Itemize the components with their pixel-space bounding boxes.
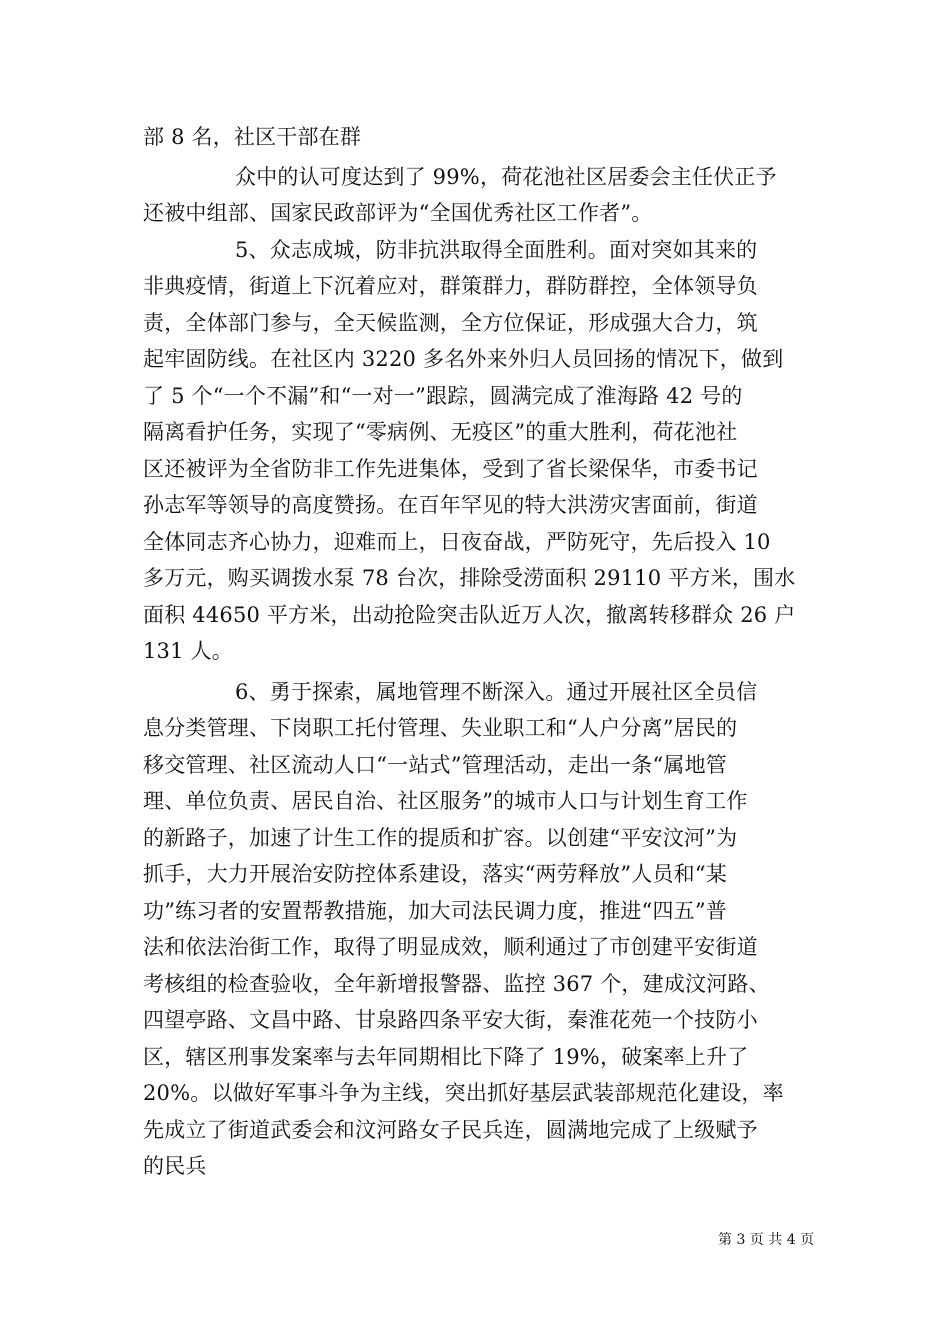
paragraph-6-start: 6、勇于探索，属地管理不断深入。通过开展社区全员信 bbox=[235, 680, 758, 704]
text-line: 起牢固防线。在社区内 3220 多名外来外归人员回扬的情况下，做到 bbox=[143, 347, 784, 371]
text-line: 的新路子，加速了计生工作的提质和扩容。以创建“平安汶河”为 bbox=[143, 826, 738, 850]
text-line: 多万元，购买调拨水泵 78 台次，排除受涝面积 29110 平方米，围水 bbox=[143, 566, 796, 590]
text-line: 移交管理、社区流动人口“一站式”管理活动，走出一条“属地管 bbox=[143, 753, 728, 777]
paragraph-5-start: 5、众志成城，防非抗洪取得全面胜利。面对突如其来的 bbox=[235, 238, 758, 262]
text-line: 非典疫情，街道上下沉着应对，群策群力，群防群控，全体领导负 bbox=[143, 274, 758, 298]
text-line: 了 5 个“一个不漏”和“一对一”跟踪，圆满完成了淮海路 42 号的 bbox=[143, 384, 743, 408]
text-line: 理、单位负责、居民自治、社区服务”的城市人口与计划生育工作 bbox=[143, 789, 748, 813]
text-line: 责，全体部门参与，全天候监测，全方位保证，形成强大合力，筑 bbox=[143, 311, 758, 335]
page-number-footer: 第 3 页 共 4 页 bbox=[718, 1232, 815, 1248]
text-line: 131 人。 bbox=[143, 639, 233, 663]
text-line: 区还被评为全省防非工作先进集体，受到了省长梁保华，市委书记 bbox=[143, 457, 758, 481]
text-line: 众中的认可度达到了 99%，荷花池社区居委会主任伏正予 bbox=[235, 165, 777, 189]
text-line: 区，辖区刑事发案率与去年同期相比下降了 19%，破案率上升了 bbox=[143, 1045, 749, 1069]
text-line: 四望亭路、文昌中路、甘泉路四条平安大街，秦淮花苑一个技防小 bbox=[143, 1008, 758, 1032]
text-line: 全体同志齐心协力，迎难而上，日夜奋战，严防死守，先后投入 10 bbox=[143, 530, 771, 554]
text-line: 考核组的检查验收，全年新增报警器、监控 367 个，建成汶河路、 bbox=[143, 972, 770, 996]
text-line: 法和依法治街工作，取得了明显成效，顺利通过了市创建平安街道 bbox=[143, 935, 758, 959]
text-line: 先成立了街道武委会和汶河路女子民兵连，圆满地完成了上级赋予 bbox=[143, 1118, 758, 1142]
text-line: 的民兵 bbox=[143, 1154, 207, 1178]
text-line: 隔离看护任务，实现了“零病例、无疫区”的重大胜利，荷花池社 bbox=[143, 420, 738, 444]
text-line: 功”练习者的安置帮教措施，加大司法民调力度，推进“四五”普 bbox=[143, 899, 728, 923]
text-line: 还被中组部、国家民政部评为“全国优秀社区工作者”。 bbox=[143, 201, 653, 225]
text-line: 部 8 名，社区干部在群 bbox=[143, 125, 362, 149]
text-line: 抓手，大力开展治安防控体系建设，落实“两劳释放”人员和“某 bbox=[143, 862, 728, 886]
text-line: 面积 44650 平方米，出动抢险突击队近万人次，撤离转移群众 26 户 bbox=[143, 603, 796, 627]
text-line: 20%。以做好军事斗争为主线，突出抓好基层武装部规范化建设，率 bbox=[143, 1081, 784, 1105]
text-line: 孙志军等领导的高度赞扬。在百年罕见的特大洪涝灾害面前，街道 bbox=[143, 493, 758, 517]
text-line: 息分类管理、下岗职工托付管理、失业职工和“人户分离”居民的 bbox=[143, 716, 738, 740]
